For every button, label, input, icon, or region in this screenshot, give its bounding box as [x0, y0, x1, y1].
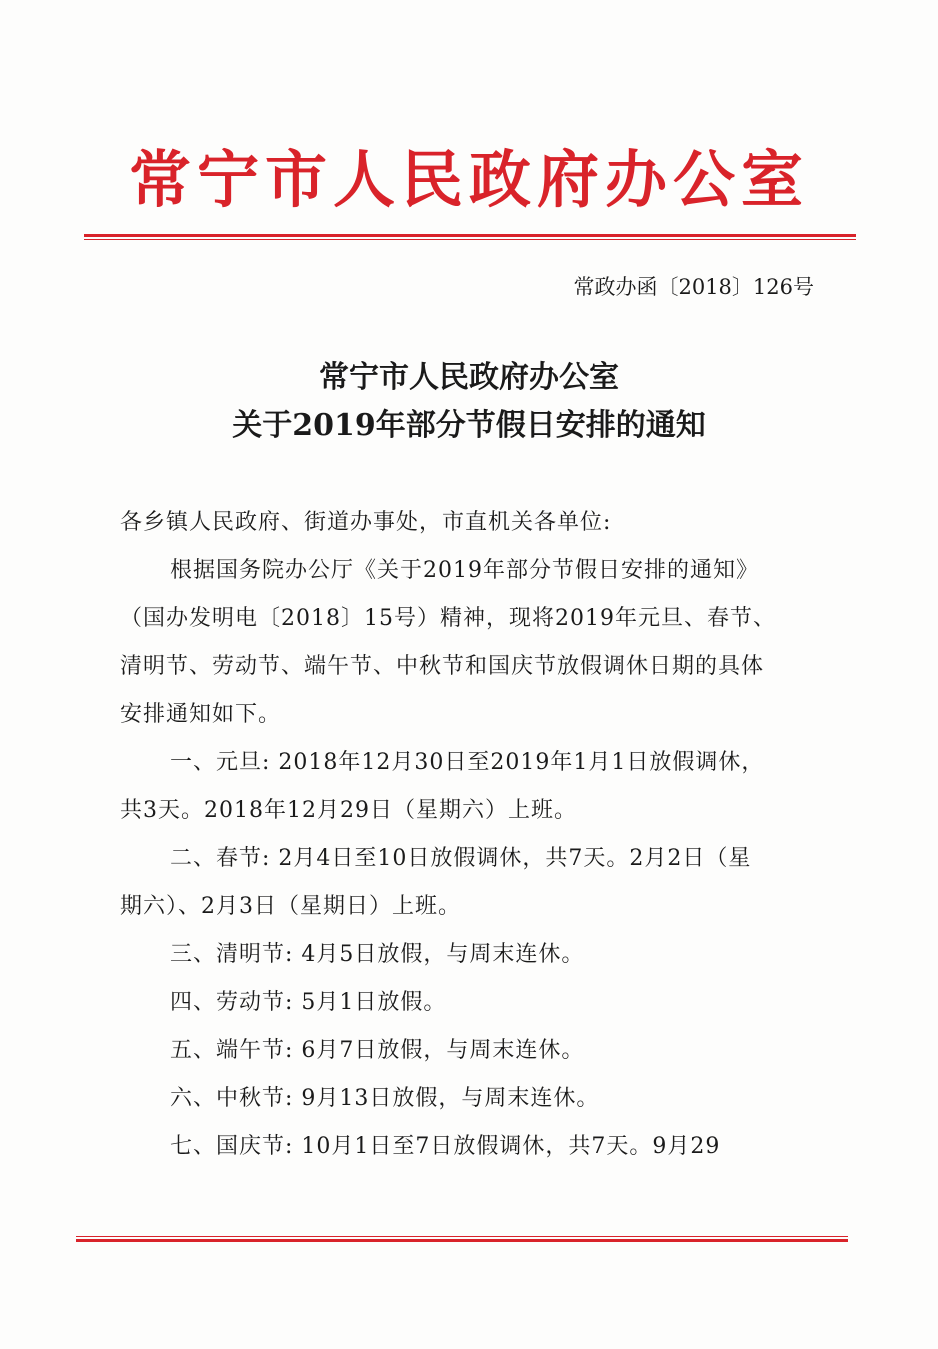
holiday-item-dragon-boat: 五、端午节: 6月7日放假，与周末连休。 [170, 1038, 585, 1063]
intro-line: 根据国务院办公厅《关于2019年部分节假日安排的通知》 [170, 558, 759, 583]
holiday-item-new-year-cont: 共3天。2018年12月29日（星期六）上班。 [120, 798, 577, 823]
footer-divider [76, 1236, 848, 1243]
document-title-line-1: 常宁市人民政府办公室 [319, 360, 619, 395]
holiday-item-new-year: 一、元旦: 2018年12月30日至2019年1月1日放假调休， [170, 750, 765, 775]
divider-thick-line [84, 234, 856, 237]
holiday-item-spring-festival: 二、春节: 2月4日至10日放假调休，共7天。2月2日（星 [170, 846, 752, 871]
intro-line: 清明节、劳动节、端午节、中秋节和国庆节放假调休日期的具体 [120, 654, 765, 679]
holiday-item-mid-autumn: 六、中秋节: 9月13日放假，与周末连休。 [170, 1086, 600, 1111]
holiday-item-qingming: 三、清明节: 4月5日放假，与周末连休。 [170, 942, 585, 967]
addressee: 各乡镇人民政府、街道办事处，市直机关各单位: [120, 510, 612, 535]
issuer-masthead: 常宁市人民政府办公室 [128, 143, 809, 216]
document-number: 常政办函〔2018〕126号 [573, 275, 814, 299]
holiday-item-spring-festival-cont: 期六）、2月3日（星期日）上班。 [120, 894, 461, 919]
intro-line: （国办发明电〔2018〕15号）精神，现将2019年元旦、春节、 [120, 606, 776, 631]
holiday-item-labor-day: 四、劳动节: 5月1日放假。 [170, 990, 447, 1015]
divider-thick-line [76, 1239, 848, 1242]
intro-line: 安排通知如下。 [120, 702, 282, 727]
divider-thin-line [76, 1236, 848, 1237]
document-title-line-2: 关于2019年部分节假日安排的通知 [232, 408, 706, 443]
masthead-divider [84, 234, 856, 241]
divider-thin-line [84, 239, 856, 240]
holiday-item-national-day: 七、国庆节: 10月1日至7日放假调休，共7天。9月29 [170, 1134, 721, 1159]
